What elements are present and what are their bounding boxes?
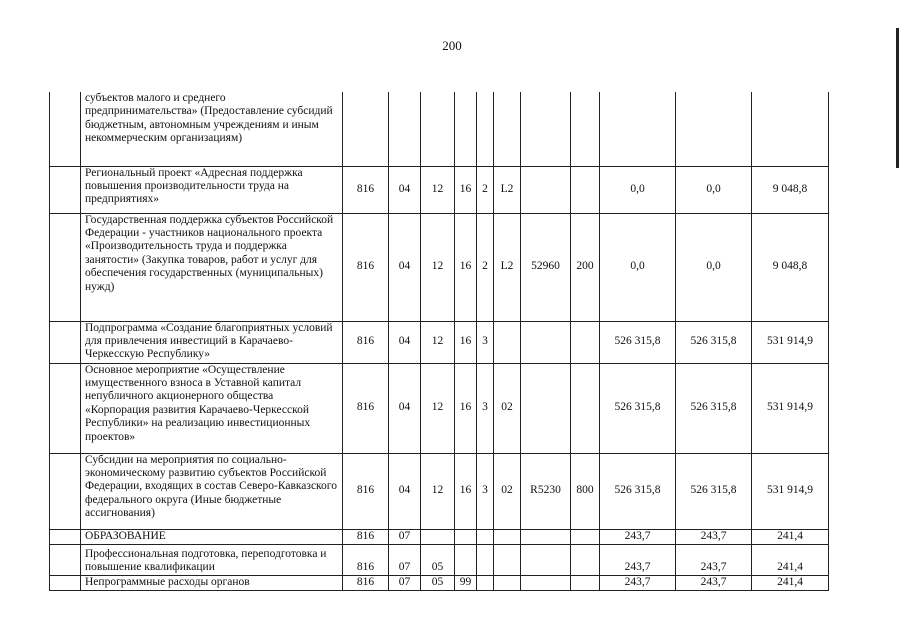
cell-ved: 816 <box>343 544 389 575</box>
cell-blank <box>50 166 81 213</box>
cell-rz: 04 <box>389 363 421 453</box>
cell-blank <box>50 529 81 544</box>
cell-sum-2: 526 315,8 <box>676 363 752 453</box>
cell-sum-3: 9 048,8 <box>752 166 829 213</box>
cell-pr: 12 <box>421 363 455 453</box>
cell-sum-1: 0,0 <box>600 166 676 213</box>
cell-csr-3 <box>494 544 521 575</box>
cell-ved: 816 <box>343 529 389 544</box>
table-row <box>50 213 829 321</box>
cell-name: Субсидии на мероприятия по социально-экономическому развитию субъектов Российской Федерации, входящих в состав Северо-Кавказского федерального округа (Иные бюджетные ассигнования) <box>81 453 343 529</box>
cell-ved: 816 <box>343 575 389 590</box>
cell-pr: 05 <box>421 575 455 590</box>
cell-csr-1: 16 <box>455 363 477 453</box>
table-row <box>50 529 829 544</box>
cell-csr-1: 16 <box>455 213 477 321</box>
table-row <box>50 321 829 363</box>
cell-vr <box>571 166 600 213</box>
cell-sum-3: 531 914,9 <box>752 321 829 363</box>
cell-csr-2: 3 <box>477 453 494 529</box>
cell-name: Подпрограмма «Создание благоприятных условий для привлечения инвестиций в Карачаево-Черкесскую Республику» <box>81 321 343 363</box>
cell-rz: 04 <box>389 453 421 529</box>
cell-csr-1: 16 <box>455 166 477 213</box>
cell-name: Непрограммные расходы органов <box>81 575 343 590</box>
cell-csr-1 <box>455 92 477 166</box>
cell-sum-1: 526 315,8 <box>600 321 676 363</box>
cell-name: Государственная поддержка субъектов Российской Федерации - участников национального проекта «Производительность труда и поддержка занятости» (Закупка товаров, работ и услуг для обеспечения государственных (муниципальных) нужд) <box>81 213 343 321</box>
cell-csr-2 <box>477 544 494 575</box>
cell-sum-2 <box>676 92 752 166</box>
cell-csr-3: L2 <box>494 166 521 213</box>
cell-blank <box>50 321 81 363</box>
page-number: 200 <box>442 38 462 53</box>
cell-rz: 04 <box>389 166 421 213</box>
cell-pr: 12 <box>421 166 455 213</box>
cell-pr <box>421 92 455 166</box>
cell-blank <box>50 544 81 575</box>
cell-blank <box>50 363 81 453</box>
table-row <box>50 453 829 529</box>
table-row <box>50 166 829 213</box>
cell-pr: 12 <box>421 453 455 529</box>
cell-sum-1 <box>600 92 676 166</box>
cell-sum-2: 526 315,8 <box>676 321 752 363</box>
cell-sum-3 <box>752 92 829 166</box>
cell-csr-2: 2 <box>477 213 494 321</box>
cell-csr-1 <box>455 529 477 544</box>
cell-pr <box>421 529 455 544</box>
cell-sum-1: 243,7 <box>600 575 676 590</box>
cell-rz: 07 <box>389 529 421 544</box>
scan-edge-mark <box>896 28 899 168</box>
cell-sum-1: 0,0 <box>600 213 676 321</box>
cell-csr-3 <box>494 575 521 590</box>
cell-name: ОБРАЗОВАНИЕ <box>81 529 343 544</box>
cell-csr-4 <box>521 321 571 363</box>
cell-csr-4: R5230 <box>521 453 571 529</box>
cell-ved: 816 <box>343 166 389 213</box>
cell-csr-4 <box>521 166 571 213</box>
cell-blank <box>50 453 81 529</box>
cell-csr-1: 16 <box>455 453 477 529</box>
cell-sum-2: 243,7 <box>676 575 752 590</box>
cell-blank <box>50 92 81 166</box>
cell-rz: 07 <box>389 544 421 575</box>
cell-pr: 12 <box>421 321 455 363</box>
cell-csr-3: 02 <box>494 363 521 453</box>
cell-ved: 816 <box>343 213 389 321</box>
cell-ved: 816 <box>343 453 389 529</box>
table-row <box>50 363 829 453</box>
cell-vr <box>571 321 600 363</box>
cell-rz: 04 <box>389 213 421 321</box>
cell-csr-1: 16 <box>455 321 477 363</box>
budget-table <box>49 92 829 591</box>
cell-csr-2: 3 <box>477 363 494 453</box>
cell-sum-3: 241,4 <box>752 575 829 590</box>
cell-csr-2: 3 <box>477 321 494 363</box>
cell-csr-3 <box>494 321 521 363</box>
cell-csr-3 <box>494 92 521 166</box>
cell-vr <box>571 529 600 544</box>
cell-vr <box>571 92 600 166</box>
cell-vr <box>571 544 600 575</box>
cell-csr-2 <box>477 575 494 590</box>
cell-csr-4 <box>521 575 571 590</box>
cell-csr-2: 2 <box>477 166 494 213</box>
cell-rz: 07 <box>389 575 421 590</box>
table-row <box>50 575 829 590</box>
cell-csr-4: 52960 <box>521 213 571 321</box>
cell-csr-1 <box>455 544 477 575</box>
cell-name: субъектов малого и среднего предпринимательства» (Предоставление субсидий бюджетным, автономным учреждениям и иным некоммерческим организациям) <box>81 92 343 166</box>
cell-csr-4 <box>521 92 571 166</box>
cell-sum-2: 243,7 <box>676 544 752 575</box>
cell-sum-3: 241,4 <box>752 544 829 575</box>
cell-name: Основное мероприятие «Осуществление имущественного взноса в Уставной капитал непубличного акционерного общества «Корпорация развития Карачаево-Черкесской Республики» на реализацию инвестиционных проектов» <box>81 363 343 453</box>
cell-name: Региональный проект «Адресная поддержка повышения производительности труда на предприятиях» <box>81 166 343 213</box>
cell-vr: 200 <box>571 213 600 321</box>
cell-sum-2: 243,7 <box>676 529 752 544</box>
cell-csr-4 <box>521 363 571 453</box>
cell-pr: 12 <box>421 213 455 321</box>
cell-rz: 04 <box>389 321 421 363</box>
cell-rz <box>389 92 421 166</box>
cell-csr-2 <box>477 92 494 166</box>
cell-csr-4 <box>521 529 571 544</box>
cell-csr-2 <box>477 529 494 544</box>
cell-sum-2: 526 315,8 <box>676 453 752 529</box>
cell-ved: 816 <box>343 363 389 453</box>
cell-name: Профессиональная подготовка, переподготовка и повышение квалификации <box>81 544 343 575</box>
cell-csr-3: L2 <box>494 213 521 321</box>
cell-vr <box>571 575 600 590</box>
table-row <box>50 544 829 575</box>
cell-sum-2: 0,0 <box>676 213 752 321</box>
cell-csr-3: 02 <box>494 453 521 529</box>
cell-sum-3: 9 048,8 <box>752 213 829 321</box>
cell-sum-3: 241,4 <box>752 529 829 544</box>
cell-vr: 800 <box>571 453 600 529</box>
cell-vr <box>571 363 600 453</box>
cell-ved <box>343 92 389 166</box>
cell-csr-3 <box>494 529 521 544</box>
cell-sum-2: 0,0 <box>676 166 752 213</box>
cell-sum-3: 531 914,9 <box>752 453 829 529</box>
cell-ved: 816 <box>343 321 389 363</box>
cell-pr: 05 <box>421 544 455 575</box>
cell-sum-1: 243,7 <box>600 544 676 575</box>
cell-blank <box>50 575 81 590</box>
cell-sum-3: 531 914,9 <box>752 363 829 453</box>
cell-sum-1: 243,7 <box>600 529 676 544</box>
table-row <box>50 92 829 166</box>
cell-csr-1: 99 <box>455 575 477 590</box>
cell-csr-4 <box>521 544 571 575</box>
cell-blank <box>50 213 81 321</box>
cell-sum-1: 526 315,8 <box>600 453 676 529</box>
cell-sum-1: 526 315,8 <box>600 363 676 453</box>
